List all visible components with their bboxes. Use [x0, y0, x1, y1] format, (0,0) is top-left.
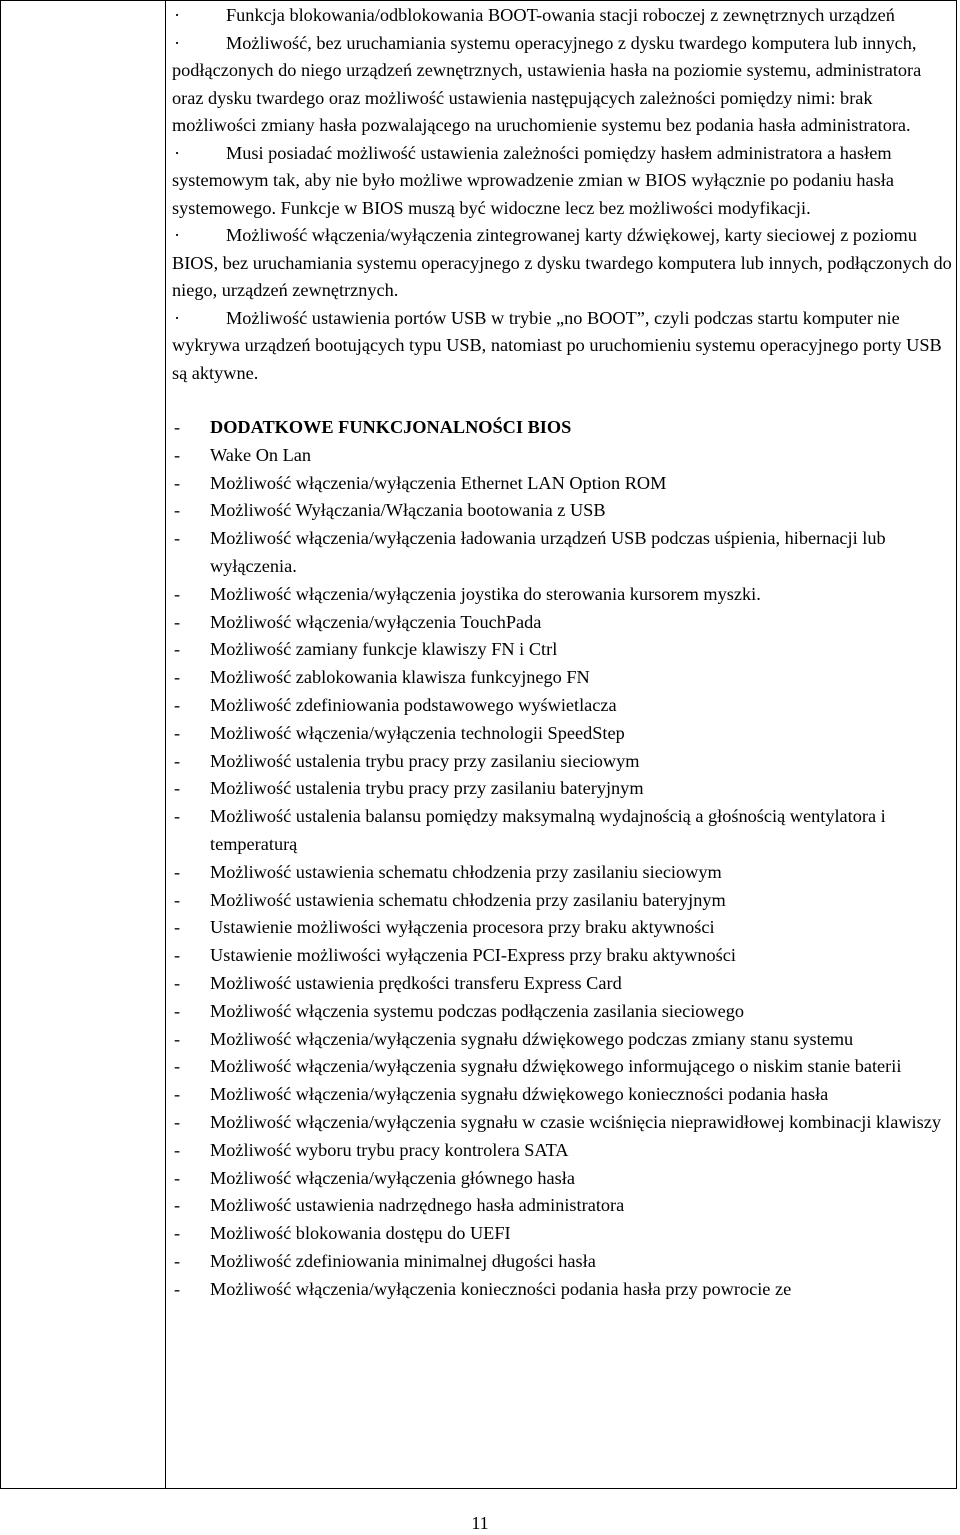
list-item	[172, 470, 952, 498]
list-item	[172, 859, 952, 887]
list-item-text: Możliwość włączenia/wyłączenia ładowania urządzeń USB podczas uśpienia, hibernacji lub wyłączenia.	[210, 528, 886, 576]
bullet-paragraph	[172, 2, 952, 30]
list-item-text: Możliwość włączenia/wyłączenia konieczności podania hasła przy powrocie ze	[210, 1278, 792, 1299]
list-item-text: Możliwość zdefiniowania podstawowego wyświetlacza	[210, 694, 617, 715]
bullet-section	[172, 2, 952, 387]
list-heading	[172, 414, 952, 442]
dash-marker: -	[174, 694, 181, 715]
list-item	[172, 1109, 952, 1137]
dash-marker: -	[174, 500, 181, 521]
list-item-text: Możliwość ustawienia nadrzędnego hasła administratora	[210, 1195, 625, 1216]
dash-marker: -	[174, 806, 181, 827]
list-item	[172, 692, 952, 720]
dash-marker: -	[174, 1278, 181, 1299]
dash-marker: -	[174, 1223, 181, 1244]
list-item-text: Możliwość włączenia/wyłączenia Ethernet LAN Option ROM	[210, 472, 667, 493]
dash-marker: -	[174, 528, 181, 549]
bullet-dot: ·	[174, 5, 181, 25]
list-item-text: Możliwość włączenia/wyłączenia sygnału dźwiękowego konieczności podania hasła	[210, 1084, 829, 1105]
list-item	[172, 998, 952, 1026]
dash-marker: -	[174, 472, 181, 493]
list-item-text: Możliwość włączenia/wyłączenia sygnału w czasie wciśnięcia nieprawidłowej kombinacji klawiszy	[210, 1111, 941, 1132]
list-item	[172, 1081, 952, 1109]
list-item-text: Możliwość ustalenia balansu pomiędzy maksymalną wydajnością a głośnością wentylatora i temperaturą	[210, 806, 886, 854]
dash-marker: -	[174, 1167, 181, 1188]
list-item-text: Możliwość włączenia/wyłączenia sygnału dźwiękowego informującego o niskim stanie baterii	[210, 1056, 902, 1077]
dash-marker: -	[174, 1250, 181, 1271]
dash-marker: -	[174, 611, 181, 632]
list-item	[172, 775, 952, 803]
list-item	[172, 1248, 952, 1276]
list-item-text: Możliwość zamiany funkcje klawiszy FN i Ctrl	[210, 639, 558, 660]
list-item	[172, 497, 952, 525]
list-item-text: Możliwość włączenia/wyłączenia technologii SpeedStep	[210, 722, 625, 743]
list-item	[172, 609, 952, 637]
dash-marker: -	[174, 972, 181, 993]
dash-marker: -	[174, 583, 181, 604]
dash-marker: -	[174, 778, 181, 799]
dash-marker: -	[174, 667, 181, 688]
dash-marker: -	[174, 1195, 181, 1216]
bullet-text: Musi posiadać możliwość ustawienia zależności pomiędzy hasłem administratora a hasłem systemowym tak, aby nie było możliwe wprowadzenie zmian w BIOS wyłącznie po podaniu hasła systemowego. Funkcje w BIOS muszą być widoczne lecz bez możliwości modyfikacji.	[172, 142, 894, 218]
bullet-paragraph	[172, 305, 952, 388]
list-item-text: Wake On Lan	[210, 444, 312, 465]
list-item-text: Ustawienie możliwości wyłączenia PCI-Express przy braku aktywności	[210, 945, 736, 966]
list-item-text: Możliwość ustawienia prędkości transferu Express Card	[210, 972, 622, 993]
list-item-text: Możliwość włączenia systemu podczas podłączenia zasilania sieciowego	[210, 1000, 745, 1021]
bullet-text: Możliwość, bez uruchamiania systemu operacyjnego z dysku twardego komputera lub innych, podłączonych do niego urządzeń zewnętrznych, ustawienia hasła na poziomie systemu, administratora oraz dysku twardego oraz możliwość ustawienia następujących zależności pomiędzy nimi: brak możliwości zmiany hasła pozwalającego na uruchomienie systemu bez podania hasła administratora.	[172, 32, 922, 135]
list-item	[172, 942, 952, 970]
bullet-paragraph	[172, 222, 952, 305]
list-item	[172, 1192, 952, 1220]
list-item	[172, 664, 952, 692]
dash-marker: -	[174, 1056, 181, 1077]
dash-marker: -	[174, 1084, 181, 1105]
list-item-text: Ustawienie możliwości wyłączenia procesora przy braku aktywności	[210, 917, 715, 938]
bullet-paragraph	[172, 30, 952, 140]
list-heading-text: DODATKOWE FUNKCJONALNOŚCI BIOS	[210, 417, 572, 437]
dash-marker: -	[174, 861, 181, 882]
dash-marker: -	[174, 889, 181, 910]
list-item-text: Możliwość ustalenia trybu pracy przy zasilaniu sieciowym	[210, 750, 640, 771]
list-item	[172, 1053, 952, 1081]
dash-marker: -	[174, 945, 181, 966]
list-item	[172, 525, 952, 581]
bullet-dot: ·	[174, 225, 181, 245]
dash-marker: -	[174, 1111, 181, 1132]
dash-marker: -	[174, 917, 181, 938]
list-item-text: Możliwość włączenia/wyłączenia sygnału dźwiękowego podczas zmiany stanu systemu	[210, 1028, 854, 1049]
list-item	[172, 1137, 952, 1165]
dash-marker: -	[174, 1139, 181, 1160]
bullet-text: Możliwość włączenia/wyłączenia zintegrowanej karty dźwiękowej, karty sieciowej z poziomu BIOS, bez uruchamiania systemu operacyjnego z dysku twardego komputera lub innych, podłączonych do niego, urządzeń zewnętrznych.	[172, 225, 952, 300]
dash-marker: -	[174, 639, 181, 660]
list-item	[172, 970, 952, 998]
list-item	[172, 636, 952, 664]
list-item-text: Możliwość ustawienia schematu chłodzenia przy zasilaniu sieciowym	[210, 861, 722, 882]
list-item-text: Możliwość zablokowania klawisza funkcyjnego FN	[210, 667, 590, 688]
bullet-dot: ·	[174, 307, 181, 328]
dash-marker: -	[174, 750, 181, 771]
list-item-text: Możliwość blokowania dostępu do UEFI	[210, 1223, 511, 1244]
page-number: 11	[471, 1513, 489, 1533]
list-item	[172, 914, 952, 942]
bullet-dot: ·	[174, 142, 181, 163]
dash-marker: -	[174, 1000, 181, 1021]
dash-marker: -	[174, 722, 181, 743]
list-item-text: Możliwość zdefiniowania minimalnej długości hasła	[210, 1250, 596, 1271]
list-item	[172, 1220, 952, 1248]
spec-cell	[172, 2, 952, 1304]
section-spacer	[172, 387, 952, 414]
list-item-text: Możliwość wyboru trybu pracy kontrolera SATA	[210, 1139, 569, 1160]
list-item	[172, 1276, 952, 1304]
dash-marker: -	[174, 417, 181, 437]
list-item	[172, 1165, 952, 1193]
bullet-dot: ·	[174, 32, 181, 53]
column-divider	[165, 0, 166, 1489]
list-item-text: Możliwość ustawienia schematu chłodzenia przy zasilaniu bateryjnym	[210, 889, 726, 910]
bullet-paragraph	[172, 140, 952, 223]
list-item	[172, 442, 952, 470]
list-item	[172, 803, 952, 859]
list-item-text: Możliwość włączenia/wyłączenia joystika do sterowania kursorem myszki.	[210, 583, 761, 604]
list-item-text: Możliwość Wyłączania/Włączania bootowania z USB	[210, 500, 606, 521]
list-item-text: Możliwość włączenia/wyłączenia głównego hasła	[210, 1167, 575, 1188]
list-item	[172, 748, 952, 776]
bullet-text: Możliwość ustawienia portów USB w trybie „no BOOT”, czyli podczas startu komputer nie wykrywa urządzeń bootujących typu USB, natomiast po uruchomieniu systemu operacyjnego porty USB są aktywne.	[172, 307, 942, 383]
list-item	[172, 1026, 952, 1054]
list-item-text: Możliwość ustalenia trybu pracy przy zasilaniu bateryjnym	[210, 778, 644, 799]
list-item	[172, 720, 952, 748]
list-item	[172, 581, 952, 609]
bullet-text: Funkcja blokowania/odblokowania BOOT-owania stacji roboczej z zewnętrznych urządzeń	[226, 5, 895, 25]
dash-marker: -	[174, 1028, 181, 1049]
list-item	[172, 887, 952, 915]
dash-marker: -	[174, 444, 181, 465]
list-item-text: Możliwość włączenia/wyłączenia TouchPada	[210, 611, 542, 632]
bios-features-list	[172, 414, 952, 1304]
